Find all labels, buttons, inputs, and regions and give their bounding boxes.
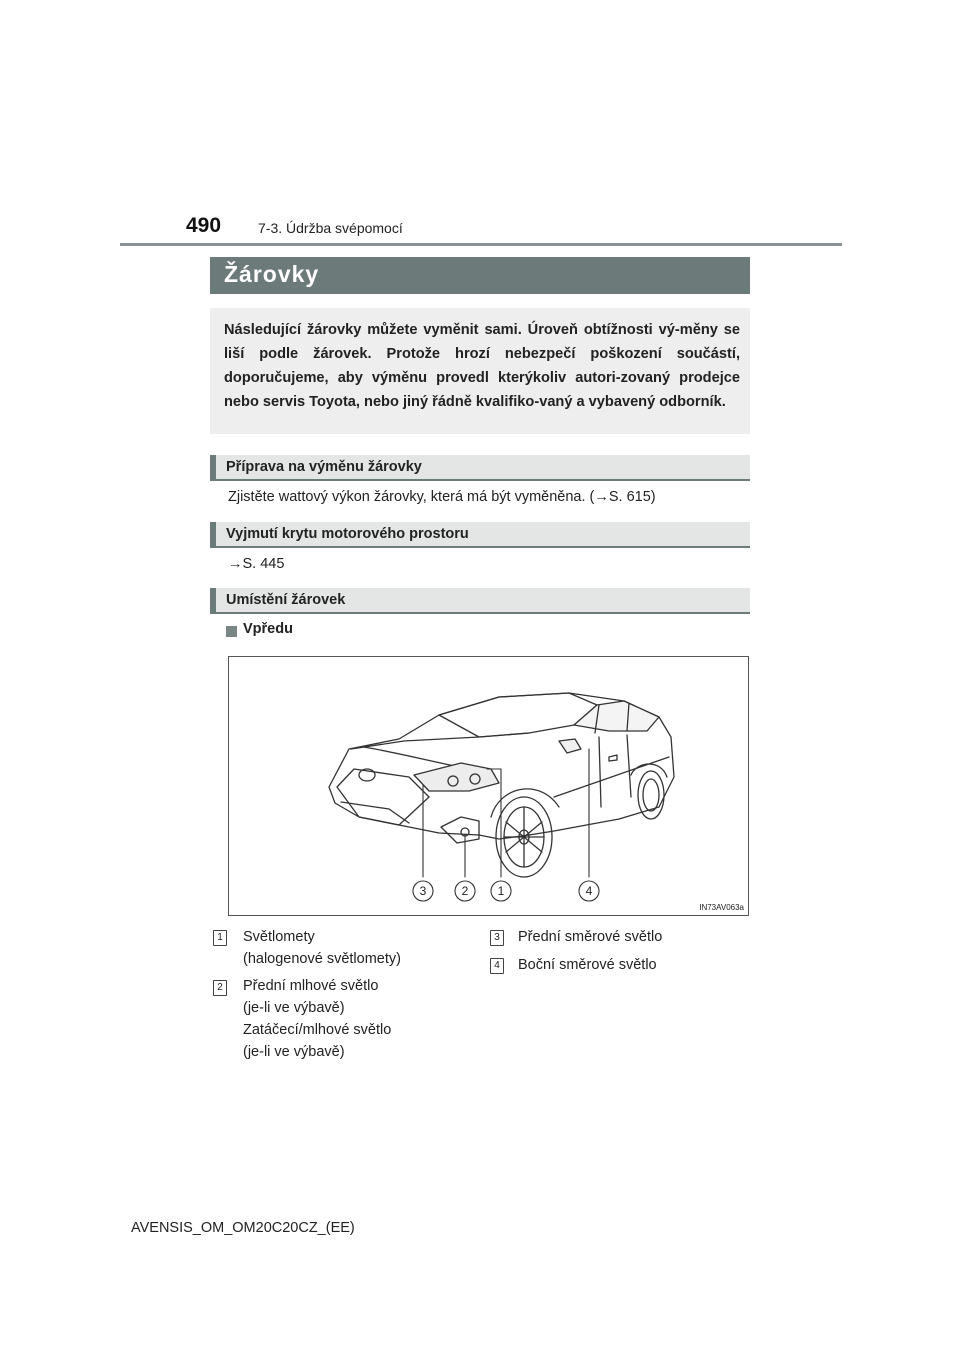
legend-2-line-3: Zatáčecí/mlhové světlo [243,1022,392,1038]
engine-cover-ref: →S. 445 [228,556,285,572]
title-bar [210,257,750,294]
page-number: 490 [186,214,222,237]
car-figure [228,656,749,916]
legend-2-line-1: Přední mlhové světlo [243,978,379,994]
callout-3: 3 [419,884,427,898]
legend-3-line-1: Přední směrové světlo [518,929,663,945]
legend-num-2: 2 [213,980,227,996]
heading-bulb-locations-label: Umístění žárovek [226,592,346,608]
front-label: Vpředu [243,621,293,637]
footer-doc-id: AVENSIS_OM_OM20C20CZ_(EE) [131,1220,355,1236]
legend-1-line-1: Světlomety [243,929,315,945]
car-illustration [229,657,748,915]
square-bullet-icon [226,626,237,637]
legend-num-1: 1 [213,930,227,946]
heading-preparation [210,455,750,481]
callout-1: 1 [497,884,505,898]
preparation-text: Zjistěte wattový výkon žárovky, která má být vyměněna. (→S. 615) [228,489,656,505]
heading-bulb-locations [210,588,750,614]
callout-2: 2 [461,884,469,898]
intro-text: Následující žárovky můžete vyměnit sami. Úroveň obtížnosti vý-měny se liší podle žárovek. Protože hrozí nebezpečí poškození součástí, doporučujeme, aby výměnu provedl kterýkoliv autori-zovaný prodejce nebo servis Toyota, nebo jiný řádně kvalifiko-vaný a vybavený odborník. [224,322,740,410]
figure-code: IN73AV063a [699,903,744,912]
legend-2-line-4: (je-li ve výbavě) [243,1044,345,1060]
legend-item-1 [243,926,401,970]
page-title: Žárovky [224,261,320,287]
legend-4-line-1: Boční směrové světlo [518,957,657,973]
legend-item-2 [243,975,391,1063]
legend-item-4 [518,954,657,976]
legend-2-line-2: (je-li ve výbavě) [243,1000,345,1016]
heading-engine-cover [210,522,750,548]
legend-num-4: 4 [490,958,504,974]
callout-4: 4 [585,884,593,898]
header-rule [120,243,842,246]
heading-engine-cover-label: Vyjmutí krytu motorového prostoru [226,526,469,542]
heading-preparation-label: Příprava na výměnu žárovky [226,459,422,475]
intro-box [210,308,750,434]
legend-num-3: 3 [490,930,504,946]
legend-item-3 [518,926,662,948]
section-label: 7-3. Údržba svépomocí [258,220,403,236]
legend-1-line-2: (halogenové světlomety) [243,951,401,967]
